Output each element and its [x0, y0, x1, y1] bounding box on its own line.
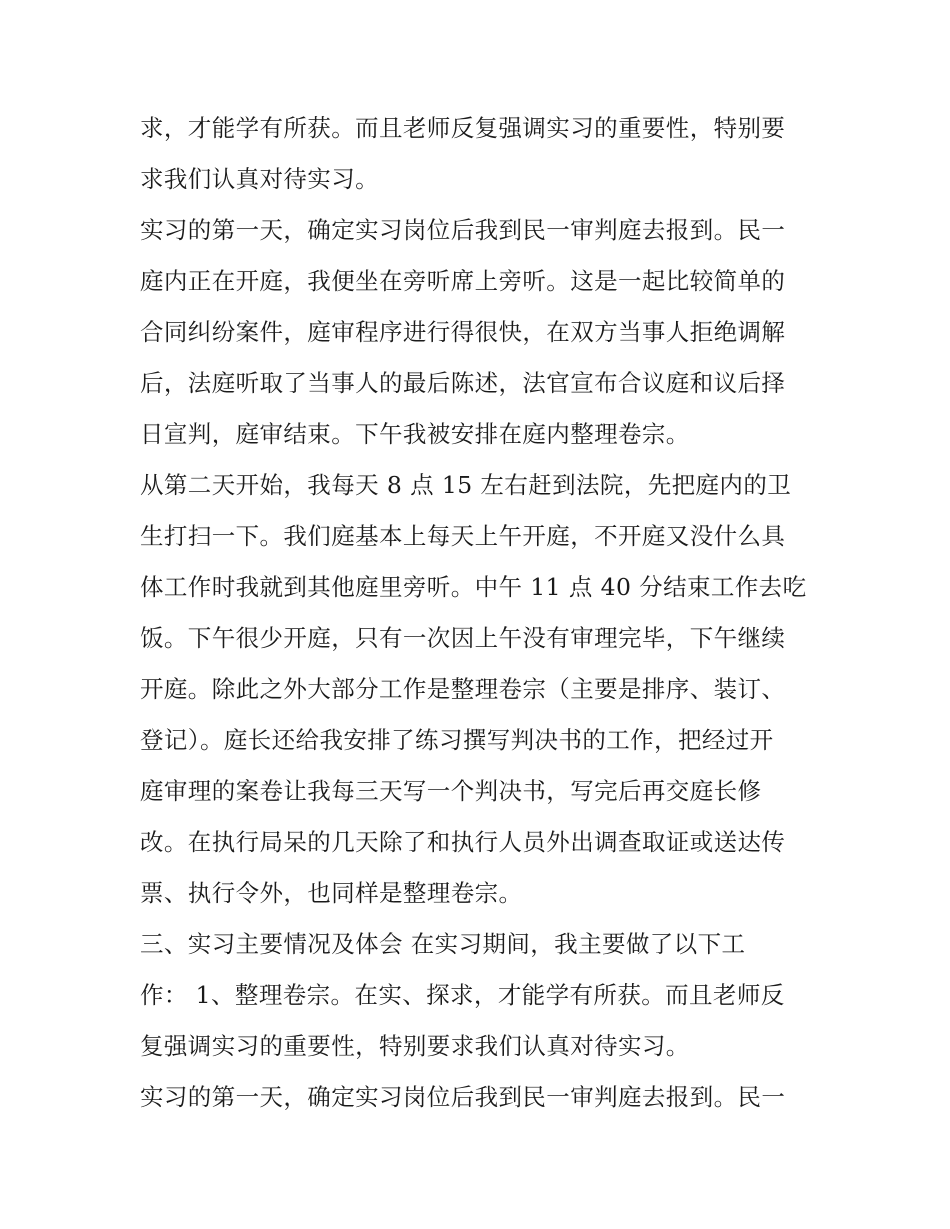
text-line: 票、执行令外，也同样是整理卷宗。: [140, 879, 523, 907]
text-line: 改。在执行局呆的几天除了和执行人员外出调查取证或送达传: [140, 828, 786, 856]
text-line: 实习的第一天，确定实习岗位后我到民一审判庭去报到。民一: [140, 1083, 786, 1111]
text-line: 三、实习主要情况及体会 在实习期间，我主要做了以下工: [140, 930, 746, 958]
text-line: 开庭。除此之外大部分工作是整理卷宗（主要是排序、装订、: [140, 675, 786, 703]
text-line: 从第二天开始，我每天 8 点 15 左右赶到法院，先把庭内的卫: [140, 471, 792, 499]
text-line: 庭审理的案卷让我每三天写一个判决书，写完后再交庭长修: [140, 777, 762, 805]
text-line: 实习的第一天，确定实习岗位后我到民一审判庭去报到。民一: [140, 216, 786, 244]
text-line: 日宣判，庭审结束。下午我被安排在庭内整理卷宗。: [140, 420, 690, 448]
text-line: 体工作时我就到其他庭里旁听。中午 11 点 40 分结束工作去吃: [140, 573, 807, 601]
text-line: 求我们认真对待实习。: [140, 165, 379, 193]
text-line: 求，才能学有所获。而且老师反复强调实习的重要性，特别要: [140, 114, 786, 142]
text-line: 合同纠纷案件，庭审程序进行得很快，在双方当事人拒绝调解: [140, 318, 786, 346]
text-line: 饭。下午很少开庭，只有一次因上午没有审理完毕，下午继续: [140, 624, 786, 652]
text-line: 庭内正在开庭，我便坐在旁听席上旁听。这是一起比较简单的: [140, 267, 786, 295]
text-line: 生打扫一下。我们庭基本上每天上午开庭，不开庭又没什么具: [140, 522, 786, 550]
text-line: 作： 1、整理卷宗。在实、探求，才能学有所获。而且老师反: [140, 981, 785, 1009]
text-line: 复强调实习的重要性，特别要求我们认真对待实习。: [140, 1032, 690, 1060]
text-line: 后，法庭听取了当事人的最后陈述，法官宣布合议庭和议后择: [140, 369, 786, 397]
text-line: 登记）。庭长还给我安排了练习撰写判决书的工作，把经过开: [140, 726, 774, 754]
